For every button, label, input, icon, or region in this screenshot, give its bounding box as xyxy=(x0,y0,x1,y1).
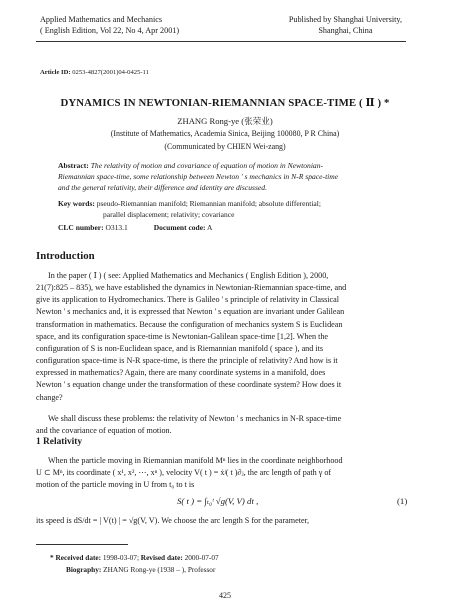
revised-label: Revised date: xyxy=(140,553,183,562)
equation-body: S( t ) = ∫ₜ₀ᵗ √g(V, V) dt , xyxy=(177,496,259,506)
text-line: space, and its configuration space-time is Newtonian-Galilean space-time [1,2]. When the xyxy=(36,331,329,341)
text-line: change? xyxy=(36,392,63,402)
paper-title: DYNAMICS IN NEWTONIAN-RIEMANNIAN SPACE-TIME ( Ⅱ ) * xyxy=(60,97,390,109)
text-line: U ⊂ Mⁿ, its coordinate ( x¹, x², ⋯, xⁿ ), velocity V( t ) = ẋʲ( t )∂ⱼ, the arc length of path γ of xyxy=(36,468,332,478)
classification xyxy=(58,223,212,232)
relativity-paragraph-2 xyxy=(36,515,402,527)
text-line: In the paper ( Ⅰ ) ( see: Applied Mathematics and Mechanics ( English Edition ), 2000, xyxy=(48,271,329,280)
footnote-biography xyxy=(66,565,215,574)
keywords xyxy=(58,199,398,221)
abstract-line: Riemannian space-time, some relationship between Newton ' s mechanics in N-R space-time xyxy=(58,172,339,182)
section-heading-relativity: 1 Relativity xyxy=(36,437,83,447)
running-header-left xyxy=(40,14,179,36)
biography-text: ZHANG Rong-ye (1938 – ), Professor xyxy=(103,565,216,574)
author: ZHANG Rong-ye (张荣业) xyxy=(177,116,273,126)
text-line: its speed is dS/dt = | V(t) | = √g(V, V). We choose the arc length S for the parameter, xyxy=(36,516,309,525)
text-line: motion of the particle moving in U from t₀ to t is xyxy=(36,480,195,490)
document-code-label: Document code: xyxy=(153,223,206,232)
article-id-value: 0253-4827(2001)04-0425-11 xyxy=(72,69,149,76)
clc-label: CLC number: xyxy=(58,223,104,232)
article-id xyxy=(40,69,149,76)
journal-issue: ( English Edition, Vol 22, No 4, Apr 2001) xyxy=(40,26,180,35)
biography-label: Biography: xyxy=(66,565,102,574)
text-line: and the covariance of equation of motion. xyxy=(36,426,172,436)
text-line: Newton ' s mechanics and, it is expressed that Newton ' s equation are invariant under Galilean xyxy=(36,307,345,317)
publisher-location: Shanghai, China xyxy=(318,26,373,35)
text-line: 21(7):825 – 835), we have established the dynamics in Newtonian-Riemannian space-time, and xyxy=(36,283,347,293)
keywords-line: parallel displacement; relativity; covariance xyxy=(103,209,235,219)
section-heading-introduction: Introduction xyxy=(36,250,95,262)
keywords-line: pseudo-Riemannian manifold; Riemannian manifold; absolute differential; xyxy=(96,199,321,208)
equation-1 xyxy=(0,492,450,514)
communicated-by: (Communicated by CHIEN Wei-zang) xyxy=(164,142,286,151)
text-line: configuration space-time is N-R space-time, is there the principle of relativity? And how is it xyxy=(36,356,338,366)
header-rule xyxy=(36,41,406,42)
clc-value: O313.1 xyxy=(105,223,128,232)
received-date: 1998-03-07; xyxy=(102,553,139,562)
relativity-paragraph-1 xyxy=(36,455,402,491)
text-line: When the particle moving in Riemannian manifold Mⁿ lies in the coordinate neighborhood xyxy=(48,456,343,465)
abstract-line: The relativity of motion and covariance of equation of motion in Newtonian- xyxy=(90,161,324,170)
text-line: Newton ' s equation change under the transformation of these coordinate system? How does it xyxy=(36,380,342,390)
abstract xyxy=(58,160,398,194)
revised-date: 2000-07-07 xyxy=(184,553,219,562)
text-line: We shall discuss these problems: the relativity of Newton ' s mechanics in N-R space-time xyxy=(48,414,342,423)
affiliation: (Institute of Mathematics, Academia Sinica, Beijing 100080, P R China) xyxy=(110,129,340,138)
abstract-line: and the general relativity, their difference and identity are discussed. xyxy=(58,183,267,193)
keywords-label: Key words: xyxy=(58,199,95,208)
text-line: configuration of S is non-Euclidean space, and is Riemannian manifold ( space ), and its xyxy=(36,343,324,353)
received-label: * Received date: xyxy=(50,553,102,562)
equation-number: (1) xyxy=(397,496,408,506)
intro-paragraph-2 xyxy=(36,413,402,437)
abstract-label: Abstract: xyxy=(58,161,89,170)
text-line: give its application to Hydromechanics. There is Galileo ' s principle of relativity in Classical xyxy=(36,295,339,305)
page-number: 425 xyxy=(219,591,231,600)
journal-name: Applied Mathematics and Mechanics xyxy=(40,15,163,24)
text-line: expressed in mathematics? Again, there are many coordinate systems in a manifold, does xyxy=(36,368,326,378)
publisher: Published by Shanghai University, xyxy=(288,15,402,24)
document-code-value: A xyxy=(207,223,213,232)
text-line: transformation in mathematics. Because the configuration of mechanics system S is Euclidean xyxy=(36,319,343,329)
footnote-dates xyxy=(50,553,219,562)
running-header-right xyxy=(289,14,402,36)
intro-paragraph-1 xyxy=(36,270,402,404)
footnote-rule xyxy=(36,544,128,545)
article-id-label: Article ID: xyxy=(40,69,71,76)
